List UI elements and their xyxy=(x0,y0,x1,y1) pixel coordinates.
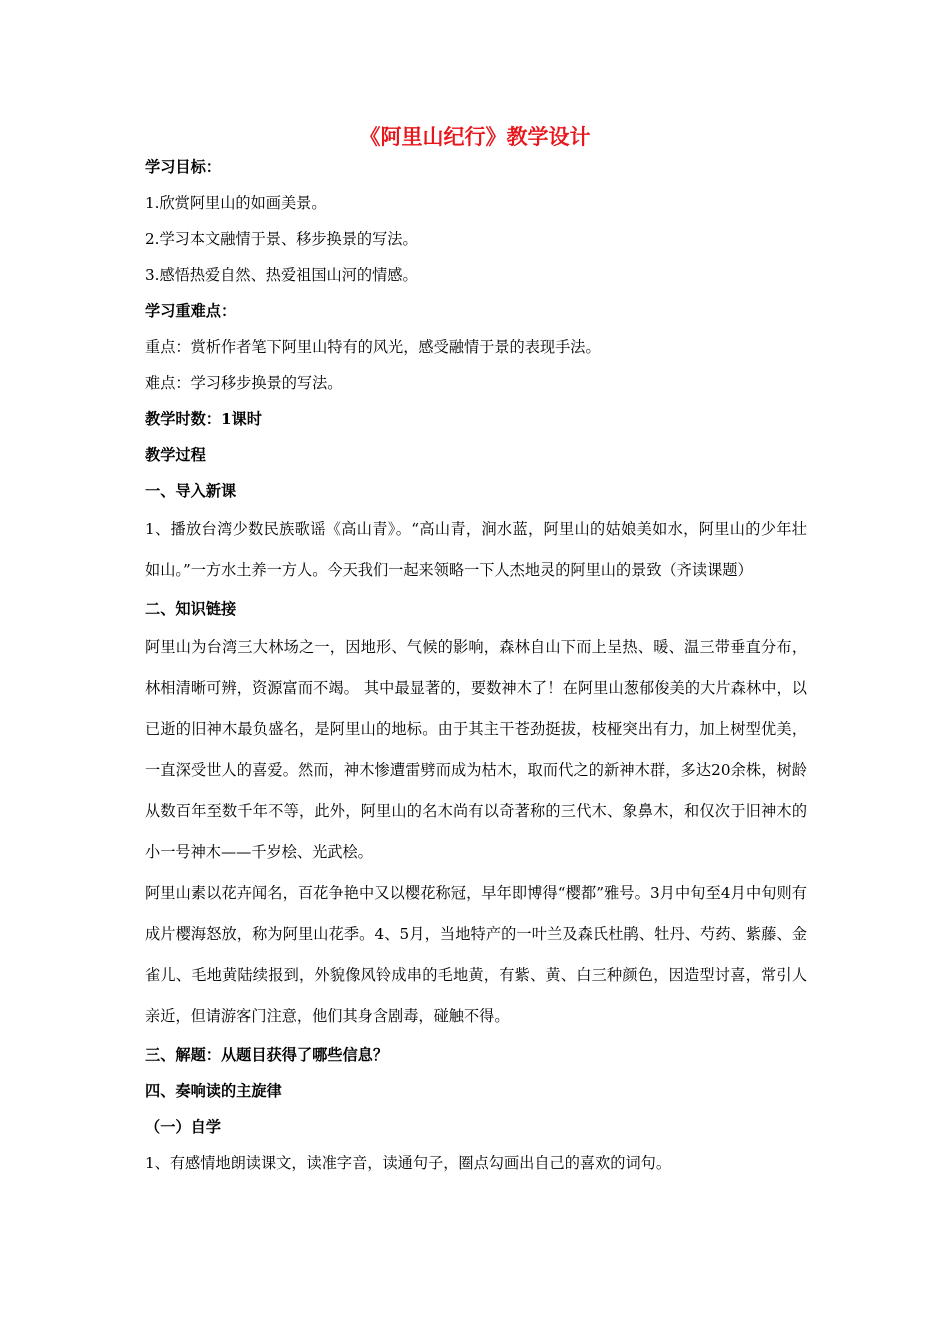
section-4-item-1: 1、有感情地朗读课文，读准字音，读通句子，圈点勾画出自己的喜欢的词句。 xyxy=(145,1154,672,1172)
key-point-focus: 重点：赏析作者笔下阿里山特有的风光，感受融情于景的表现手法。 xyxy=(145,338,601,356)
goal-item-2: 2.学习本文融情于景、移步换景的写法。 xyxy=(145,230,418,248)
document-body xyxy=(145,149,807,1181)
section-1-heading: 一、导入新课 xyxy=(145,482,237,500)
section-2-paragraph-2: 阿里山素以花卉闻名，百花争艳中又以樱花称冠，早年即博得“樱都”雅号。3月中旬至4月中旬则有成片樱海怒放，称为阿里山花季。4、5月，当地特产的一叶兰及森氏杜鹃、牡丹、芍药、紫藤、金雀儿、毛地黄陆续报到，外貌像风铃成串的毛地黄，有紫、黄、白三种颜色，因造型讨喜，常引人亲近，但请游客门注意，他们其身含剧毒，碰触不得。 xyxy=(145,884,807,1025)
key-point-difficulty: 难点：学习移步换景的写法。 xyxy=(145,374,343,392)
section-4-heading: 四、奏响读的主旋律 xyxy=(145,1082,282,1100)
process-heading: 教学过程 xyxy=(145,446,206,464)
section-2-paragraph-1: 阿里山为台湾三大林场之一，因地形、气候的影响，森林自山下而上呈热、暖、温三带垂直分布，林相清晰可辨，资源富而不竭。 其中最显著的，要数神木了！在阿里山葱郁俊美的大片森林中，以已逝的旧神木最负盛名，是阿里山的地标。由于其主干苍劲挺拔，枝桠突出有力，加上树型优美，一直深受世人的喜爱。然而，神木惨遭雷劈而成为枯木，取而代之的新神木群，多达20余株，树龄从数百年至数千年不等，此外，阿里山的名木尚有以奇著称的三代木、象鼻木，和仅次于旧神木的小一号神木——千岁桧、光武桧。 xyxy=(145,638,807,861)
goal-item-1: 1.欣赏阿里山的如画美景。 xyxy=(145,194,327,212)
key-points-heading: 学习重难点： xyxy=(145,302,237,320)
goals-heading: 学习目标： xyxy=(145,158,221,176)
section-1-text: 1、播放台湾少数民族歌谣《高山青》。“高山青，涧水蓝，阿里山的姑娘美如水，阿里山的少年壮如山。”一方水土养一方人。今天我们一起来领略一下人杰地灵的阿里山的景致（齐读课题） xyxy=(145,520,807,579)
section-3-heading: 三、解题：从题目获得了哪些信息？ xyxy=(145,1046,388,1064)
section-2-heading: 二、知识链接 xyxy=(145,600,237,618)
section-4-subheading: （一）自学 xyxy=(145,1118,221,1136)
document-title: 《阿里山纪行》教学设计 xyxy=(359,124,591,149)
teaching-hours: 教学时数：1课时 xyxy=(145,410,262,428)
goal-item-3: 3.感悟热爱自然、热爱祖国山河的情感。 xyxy=(145,266,418,284)
